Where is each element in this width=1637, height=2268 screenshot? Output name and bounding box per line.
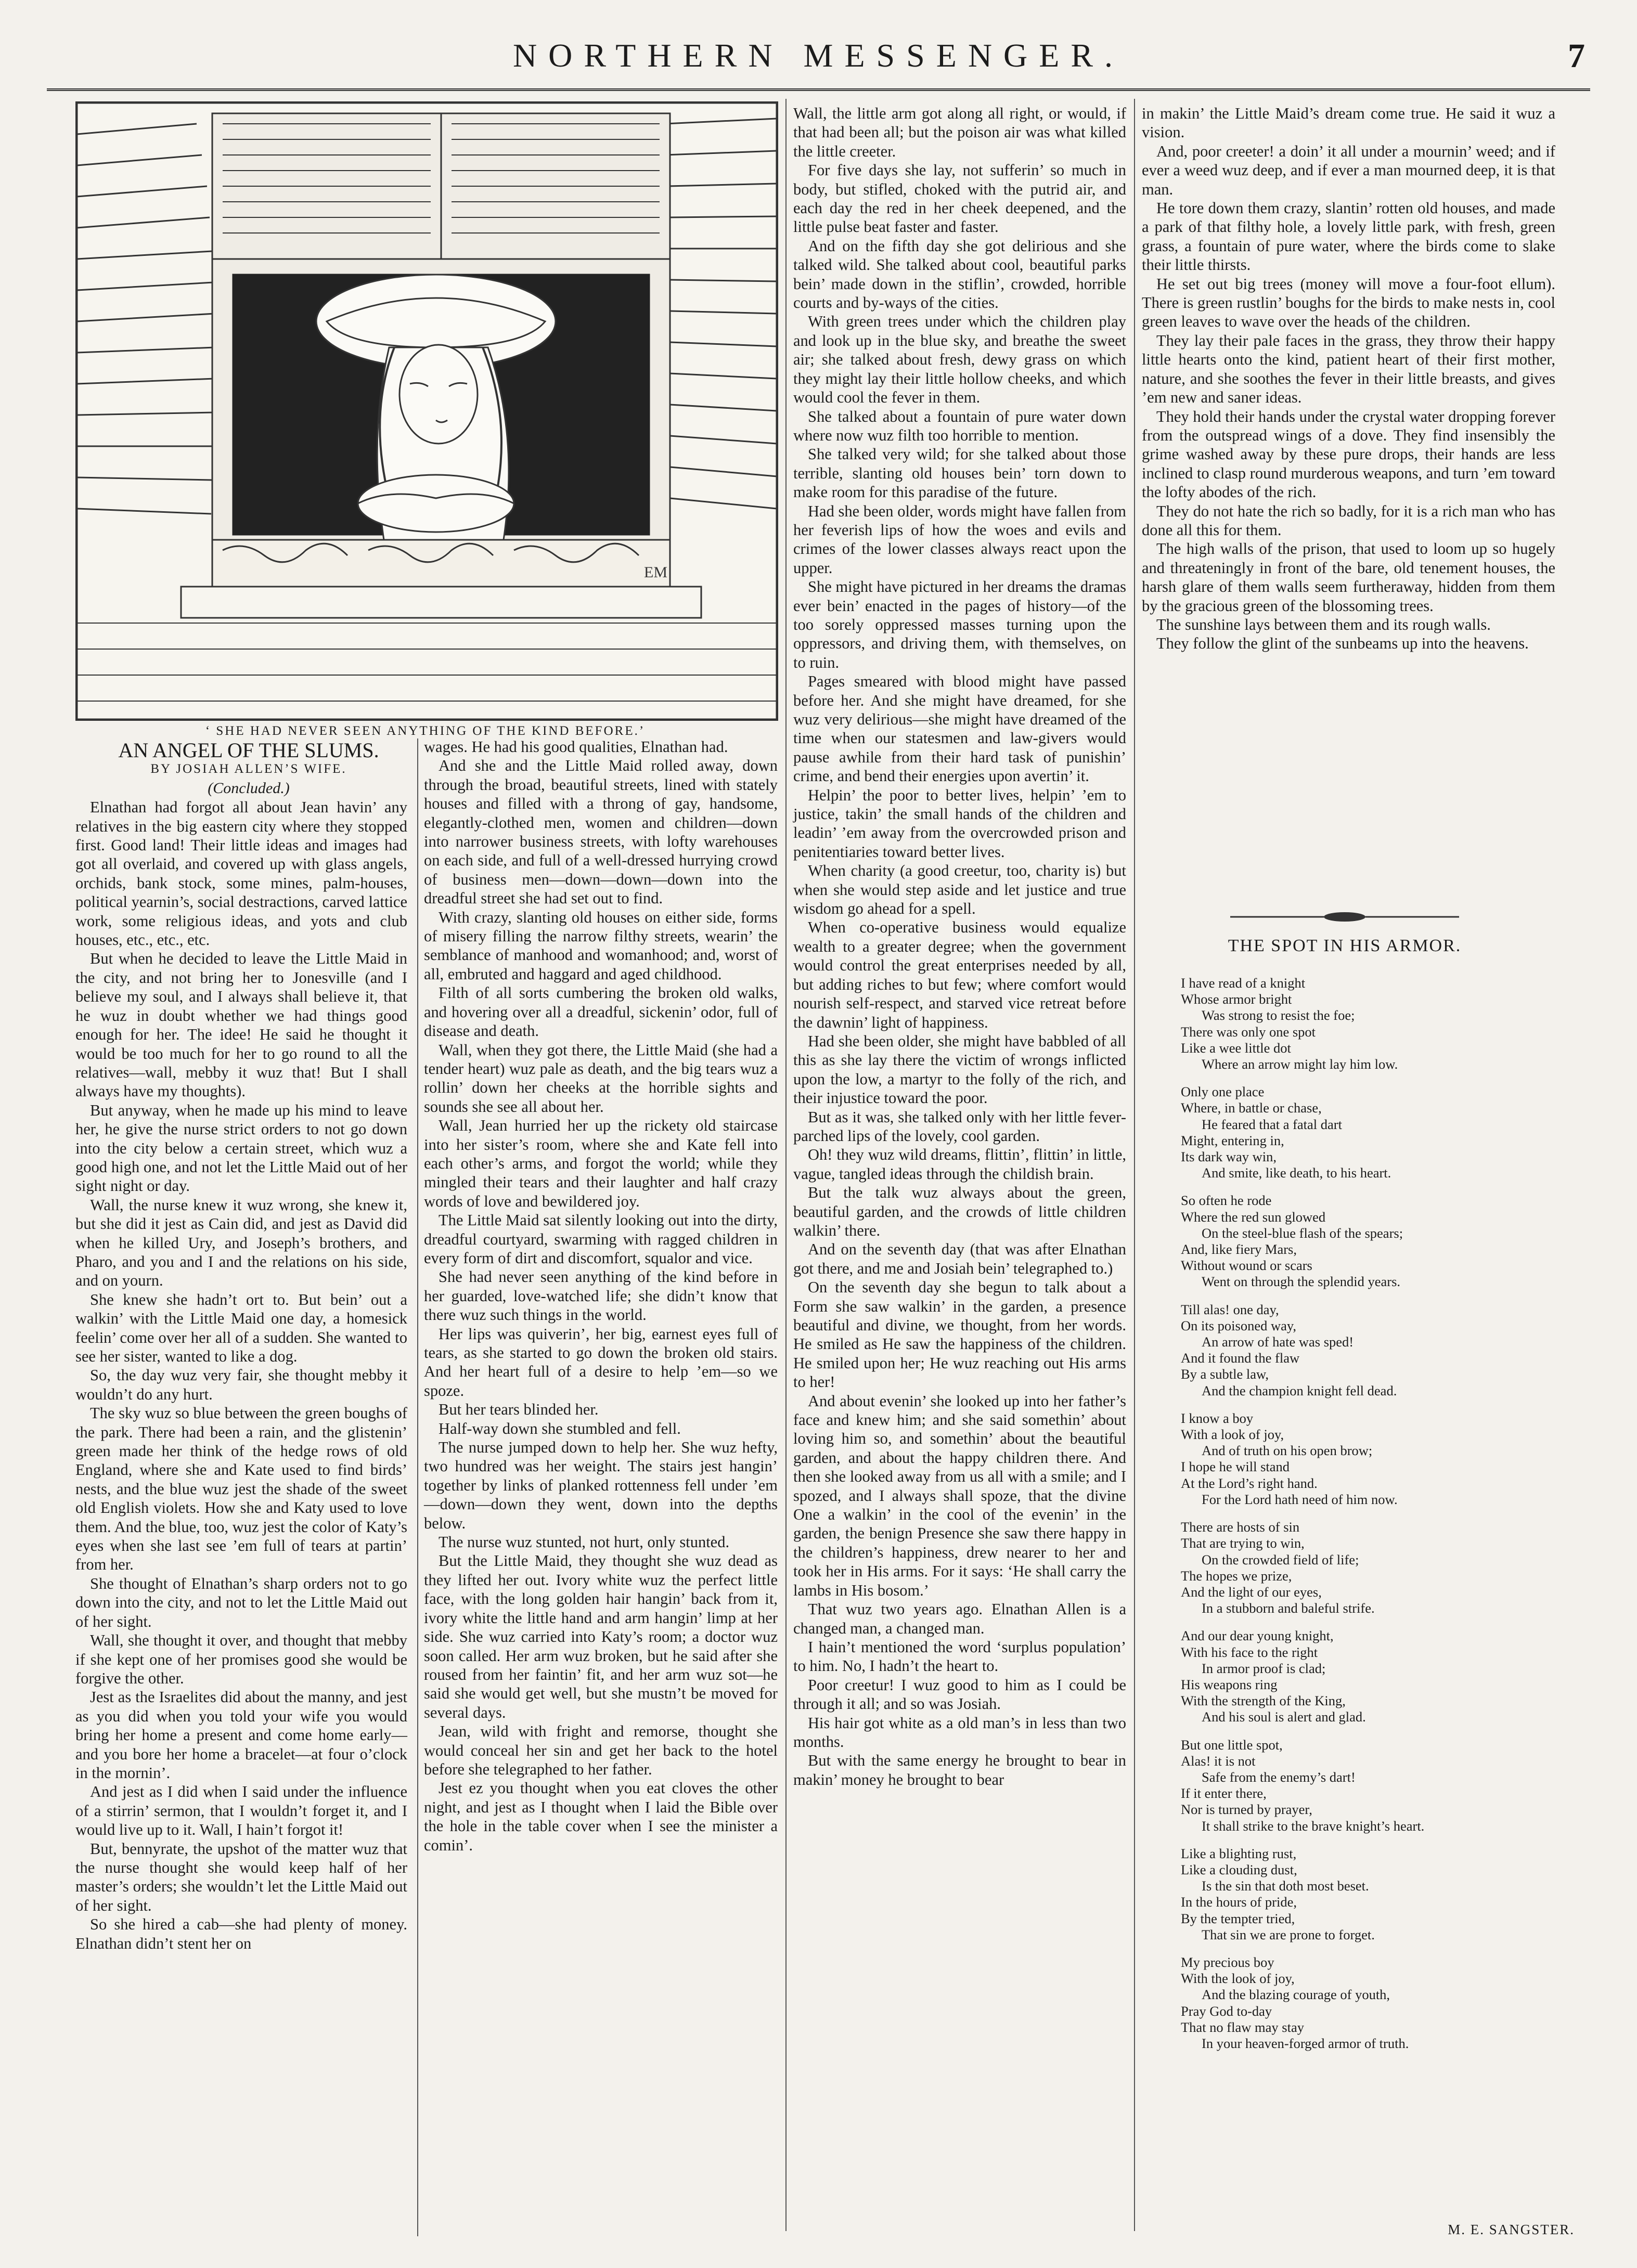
paragraph: He tore down them crazy, slantin’ rotten old houses, and made a park of that filthy hole, a lovely little park, with fresh, green grass, a fountain of pure water, where the birds come to slake their little thirsts. (1142, 199, 1555, 274)
poem-line: Is the sin that doth most beset. (1202, 1878, 1369, 1894)
paragraph: When charity (a good creetur, too, charity is) but when she would step aside and let justice and true wisdom go ahead for a spell. (793, 862, 1126, 918)
paragraph: Elnathan had forgot all about Jean havin’ any relatives in the big eastern city where they stopped first. Good land! Their little ideas and images had got all overlaid, and covered up with glass angels, orchids, bank stock, some mines, palm-houses, political yearnin’s, social destractions, carved lattice work, some religious ideas, and yots and club houses, etc., etc., etc. (75, 798, 407, 949)
paragraph: The sky wuz so blue between the green boughs of the park. There had been a rain, and the glistenin’ green made her think of the hedge rows of old England, where she and Kate used to find birds’ nests, and the blue wuz jest the shade of the sweet old English violets. How she and Katy used to love them. And the blue, too, wuz jest the color of Katy’s eyes when she last see ’em full of tears at partin’ from her. (75, 1404, 407, 1574)
poem-line: But one little spot, (1181, 1736, 1283, 1753)
poem-line: In a stubborn and baleful strife. (1202, 1600, 1375, 1616)
poem-line: Was strong to resist the foe; (1202, 1007, 1355, 1023)
poem-line: Pray God to-day (1181, 2003, 1272, 2019)
illustration-caption: ‘ SHE HAD NEVER SEEN ANYTHING OF THE KIND BEFORE.’ (205, 724, 646, 738)
article-column-3 (793, 104, 1126, 1789)
article-concluded-note: (Concluded.) (208, 779, 290, 797)
poem-line: And smite, like death, to his heart. (1202, 1165, 1391, 1181)
poem-body (1181, 975, 1566, 2063)
paragraph: She talked very wild; for she talked about those terrible, slanting old houses bein’ torn down to make room for this paradise of the future. (793, 445, 1126, 501)
poem-line: The hopes we prize, (1181, 1567, 1292, 1584)
paragraph: She might have pictured in her dreams the dramas ever bein’ enacted in the pages of history—of the too sorely oppressed masses turning upon the oppressors, and driving them, with themselves, on to ruin. (793, 578, 1126, 671)
paragraph: I hain’t mentioned the word ‘surplus population’ to him. No, I hadn’t the heart to. (793, 1638, 1126, 1675)
paragraph: With green trees under which the children play and look up in the blue sky, and breathe the sweet air; she talked about fresh, dewy grass on which they might lay their little hollow cheeks, and which would cool the fever in them. (793, 313, 1126, 407)
engraving-image (77, 103, 777, 719)
poem-line: Where the red sun glowed (1181, 1209, 1326, 1225)
paragraph: But her tears blinded her. (439, 1401, 599, 1419)
poem-line: Where, in battle or chase, (1181, 1100, 1322, 1116)
paragraph: wages. He had his good qualities, Elnathan had. (424, 738, 728, 756)
paragraph: She talked about a fountain of pure water down where now wuz filth too horrible to mention. (793, 407, 1126, 444)
paragraph: Half-way down she stumbled and fell. (439, 1419, 681, 1437)
paragraph: She thought of Elnathan’s sharp orders not to go down into the city, and not to let the Little Maid out of her sight. (75, 1574, 407, 1630)
poem-line: And our dear young knight, (1181, 1628, 1334, 1644)
paragraph: For five days she lay, not sufferin’ so much in body, but stifled, choked with the putrid air, and each day the red in her cheek deepened, and the little pulse beat faster and faster. (793, 161, 1126, 236)
poem-line: I know a boy (1181, 1410, 1254, 1426)
paragraph: The sunshine lays between them and its rough walls. (1156, 615, 1491, 633)
poem-line: I hope he will stand (1181, 1459, 1290, 1475)
poem-line: In armor proof is clad; (1202, 1660, 1326, 1676)
poem-line: With the strength of the King, (1181, 1693, 1346, 1709)
poem-line: Might, entering in, (1181, 1132, 1284, 1148)
paragraph: The nurse jumped down to help her. She wuz hefty, two hundred was her weight. The stairs jest hangin’ together by links of planked rottenness fell under ’em—down—down they went, down into the depths below. (424, 1438, 778, 1532)
paragraph: The Little Maid sat silently looking out into the dirty, dreadful courtyard, swarming with ragged children in every form of dirt and discomfort, squalor and vice. (424, 1211, 778, 1267)
paragraph: Wall, the little arm got along all right, or would, if that had been all; but the poison air was what killed the little creeter. (793, 105, 1126, 160)
paragraph: That wuz two years ago. Elnathan Allen is a changed man, a changed man. (793, 1600, 1126, 1637)
poem-title: THE SPOT IN HIS ARMOR. (1228, 936, 1462, 955)
poem-line: He feared that a fatal dart (1202, 1116, 1342, 1132)
poem-line: Nor is turned by prayer, (1181, 1802, 1312, 1818)
poem-stanza (1181, 1628, 1566, 1725)
masthead-title: NORTHERN MESSENGER. (512, 37, 1125, 74)
poem-line: With his face to the right (1181, 1644, 1318, 1660)
paragraph: They lay their pale faces in the grass, they throw their happy little hearts onto the kind, patient heart of their first mother, nature, and she soothes the fever in their little breasts, and gives ’em new and saner ideas. (1142, 331, 1555, 407)
poem-stanza (1181, 1410, 1566, 1508)
paragraph: in makin’ the Little Maid’s dream come true. He said it wuz a vision. (1142, 105, 1555, 141)
illustration-girl-at-window (75, 101, 778, 721)
poem-line: His weapons ring (1181, 1676, 1278, 1692)
poem-line: Like a blighting rust, (1181, 1845, 1297, 1861)
poem-line: In the hours of pride, (1181, 1894, 1297, 1910)
poem-line: With the look of joy, (1181, 1971, 1295, 1987)
poem-author: M. E. SANGSTER. (1448, 2222, 1575, 2237)
paragraph: Her lips was quiverin’, her big, earnest eyes full of tears, as she started to go down the broken old stairs. And her heart full of a desire to help ’em—so we spoze. (424, 1325, 778, 1399)
paragraph: They do not hate the rich so badly, for it is a rich man who has done all this for them. (1142, 502, 1555, 539)
poem-line: Alas! it is not (1181, 1753, 1256, 1769)
poem-line: By a subtle law, (1181, 1366, 1269, 1382)
paragraph: Wall, the nurse knew it wuz wrong, she knew it, but she did it jest as Cain did, and jest as David did when he killed Ury, and Joseph’s brothers, and Pharo, and you and I and the relations on his side, and on yourn. (75, 1196, 407, 1290)
article-byline: BY JOSIAH ALLEN’S WIFE. (150, 762, 347, 776)
poem-stanza (1181, 1084, 1566, 1181)
poem-line: And the blazing courage of youth, (1202, 1987, 1390, 2003)
poem-line: Where an arrow might lay him low. (1202, 1056, 1398, 1072)
paragraph: Filth of all sorts cumbering the broken old walks, and hovering over all a dreadful, sickenin’ odor, full of disease and death. (424, 984, 778, 1040)
paragraph: Wall, she thought it over, and thought that mebby if she kept one of her promises good she would be forgive the other. (75, 1631, 407, 1687)
paragraph: Helpin’ the poor to better lives, helpin’ ’em to justice, takin’ the small hands of the children and leadin’ ’em away from the overcrowded prison and penitentiaries toward better lives. (793, 786, 1126, 861)
paragraph: And, poor creeter! a doin’ it all under a mournin’ weed; and if ever a weed wuz deep, and if ever a man mourned deep, it is that man. (1142, 142, 1555, 198)
paragraph: And she and the Little Maid rolled away, down through the broad, beautiful streets, lined with stately houses and filled with a throng of gay, handsome, elegantly-clothed men, women and children—down into narrower business streets, with lofty warehouses on each side, and full of a well-dressed hurrying crowd of business men—down—down—down into the dreadful street she had set out to find. (424, 757, 778, 908)
poem-line: Safe from the enemy’s dart! (1202, 1769, 1356, 1785)
article-column-4 (1142, 104, 1555, 653)
poem-line: With a look of joy, (1181, 1427, 1284, 1443)
paragraph: But anyway, when he made up his mind to leave her, he give the nurse strict orders to not go down into the city below a certain street, which wuz a good high one, and not let the Little Maid out of her sight night or day. (75, 1101, 407, 1195)
paragraph: She had never seen anything of the kind before in her guarded, love-watched life; she didn’t know that there wuz such things in the world. (424, 1268, 778, 1324)
paragraph: His hair got white as a old man’s in less than two months. (793, 1714, 1126, 1751)
poem-line: By the tempter tried, (1181, 1910, 1295, 1926)
poem-line: Only one place (1181, 1084, 1265, 1100)
poem-line: I have read of a knight (1181, 975, 1306, 991)
poem-line: In your heaven-forged armor of truth. (1202, 2035, 1409, 2051)
poem-stanza (1181, 975, 1566, 1072)
illustrator-initials: EM (644, 564, 667, 581)
page-number: 7 (1568, 37, 1585, 75)
paragraph: And on the fifth day she got delirious and she talked wild. She talked about cool, beautiful parks bein’ made down in the stiflin’, crowded, horrible courts and by-ways of the cities. (793, 237, 1126, 312)
paragraph: So, the day wuz very fair, she thought mebby it wouldn’t do any hurt. (75, 1366, 407, 1403)
paragraph: And on the seventh day (that was after Elnathan got there, and me and Josiah bein’ telegraphed to.) (793, 1240, 1126, 1277)
paragraph: Pages smeared with blood might have passed before her. And she might have dreamed, for she wuz very delirious—she might have dreamed of the time when our statesmen and law-givers would pause awhile from their hard task of punishin’ crime, and bend their energies upon avertin’ it. (793, 672, 1126, 785)
poem-line: Like a wee little dot (1181, 1040, 1291, 1056)
poem-line: There was only one spot (1181, 1023, 1316, 1040)
paragraph: When co-operative business would equalize wealth to a greater degree; when the government would control the great enterprises needed by all, but adding riches to but few; where comfort would nourish self-respect, and starved vice retreat before the dawnin’ light of happiness. (793, 918, 1126, 1031)
poem-line: And his soul is alert and glad. (1202, 1709, 1366, 1725)
paragraph: Jest as the Israelites did about the manny, and jest as you did when you told your wife you would bring her home a present and come home early—and you bore her home a bracelet—at four o’clock in the mornin’. (75, 1688, 407, 1782)
paragraph: But with the same energy he brought to bear in makin’ money he brought to bear (793, 1752, 1126, 1789)
poem-line: An arrow of hate was sped! (1202, 1334, 1354, 1350)
column-rule (1134, 99, 1135, 2231)
poem-line: There are hosts of sin (1181, 1519, 1300, 1535)
poem-line: On the crowded field of life; (1202, 1551, 1359, 1567)
poem-line: That are trying to win, (1181, 1535, 1305, 1551)
paragraph: Jean, wild with fright and remorse, thought she would conceal her sin and get her back to the hotel before she telegraphed to her father. (424, 1722, 778, 1778)
poem-line: That no flaw may stay (1181, 2019, 1304, 2035)
paragraph: Had she been older, she might have babbled of all this as she lay there the victim of wrongs inflicted upon the low, a martyr to the folly of the rich, and their injustice toward the poor. (793, 1032, 1126, 1107)
paragraph: He set out big trees (money will move a four-foot ellum). There is green rustlin’ boughs for the birds to make nests in, cool green leaves to wave over the heads of the children. (1142, 275, 1555, 331)
poem-line: And the champion knight fell dead. (1202, 1382, 1397, 1398)
paragraph: Oh! they wuz wild dreams, flittin’, flittin’ in little, vague, tangled ideas through the childish brain. (793, 1146, 1126, 1183)
column-rule (785, 99, 787, 2231)
paragraph: Poor creetur! I wuz good to him as I could be through it all; and so was Josiah. (793, 1676, 1126, 1713)
article-title: AN ANGEL OF THE SLUMS. (118, 738, 379, 762)
paragraph: On the seventh day she begun to talk about a Form she saw walkin’ in the garden, a presence beautiful and divine, we thought, from her words. He smiled as He saw the happiness of the children. He smiled upon her; He wuz reaching out His arms to her! (793, 1278, 1126, 1391)
poem-line: That sin we are prone to forget. (1202, 1926, 1375, 1942)
poem-line: At the Lord’s right hand. (1181, 1475, 1318, 1491)
poem-line: My precious boy (1181, 1954, 1274, 1970)
poem-line: So often he rode (1181, 1193, 1272, 1209)
poem-line: Went on through the splendid years. (1202, 1274, 1401, 1290)
poem-line: If it enter there, (1181, 1785, 1267, 1802)
poem-line: Till alas! one day, (1181, 1301, 1279, 1317)
poem-line: For the Lord hath need of him now. (1202, 1491, 1398, 1507)
paragraph: They follow the glint of the sunbeams up into the heavens. (1156, 634, 1529, 653)
poem-stanza (1181, 1519, 1566, 1616)
poem-stanza (1181, 1193, 1566, 1290)
poem-stanza (1181, 1846, 1566, 1943)
poem-line: And it found the flaw (1181, 1350, 1300, 1366)
poem-line: Like a clouding dust, (1181, 1861, 1297, 1877)
paragraph: Wall, Jean hurried her up the rickety old staircase into her sister’s room, where she and Kate fell into each other’s arms, and forgot the world; while they mingled their tears and their laughter and half crazy words of love and bewildered joy. (424, 1117, 778, 1210)
poem-line: And of truth on his open brow; (1202, 1443, 1373, 1459)
paragraph: They hold their hands under the crystal water dropping forever from the outspread wings of a dove. They find insensibly the grime washed away by these pure drops, their hands are less inclined to clasp round murderous weapons, and turn ’em toward the lofty abodes of the rich. (1142, 407, 1555, 501)
masthead (47, 21, 1590, 91)
poem-stanza (1181, 1302, 1566, 1399)
paragraph: The nurse wuz stunted, not hurt, only stunted. (439, 1533, 730, 1551)
poem-line: It shall strike to the brave knight’s heart. (1202, 1818, 1425, 1834)
paragraph: Had she been older, words might have fallen from her feverish lips of how the woes and evils and crimes of the lower classes always react upon the upper. (793, 502, 1126, 577)
paragraph: Wall, when they got there, the Little Maid (she had a tender heart) wuz pale as death, and the big tears wuz a rollin’ down her cheeks at the horrible sights and sounds she see all about her. (424, 1041, 778, 1116)
paragraph: So she hired a cab—she had plenty of money. Elnathan didn’t stent her on (75, 1915, 407, 1952)
paragraph: But when he decided to leave the Little Maid in the city, and not bring her to Jonesville (and I believe my soul, and I always shall believe it, that he wuz in doubt whether we had things good enough for her. The idee! He said he thought it would be too much for her to go round to all the relatives—wall, mebby it wuz that! But I shall always have my thoughts). (75, 950, 407, 1100)
poem-line: On the steel-blue flash of the spears; (1202, 1225, 1403, 1241)
paragraph: But, bennyrate, the upshot of the matter wuz that the nurse thought she would keep half of her master’s orders; she wouldn’t let the Little Maid out of her sight. (75, 1839, 407, 1914)
paragraph: She knew she hadn’t ort to. But bein’ out a walkin’ with the Little Maid one day, a homesick feelin’ come over her all of a sudden. She wanted to see her sister, wanted to like a dog. (75, 1290, 407, 1365)
poem-stanza (1181, 1737, 1566, 1834)
poem-line: On its poisoned way, (1181, 1317, 1297, 1333)
poem-stanza (1181, 1954, 1566, 2052)
paragraph: And jest as I did when I said under the influence of a stirrin’ sermon, that I wouldn’t forget it, and I would live up to it. Wall, I hain’t forgot it! (75, 1783, 407, 1839)
poem-line: Without wound or scars (1181, 1258, 1312, 1274)
paragraph: And about evenin’ she looked up into her father’s face and knew him; and she said somethin’ about loving him so, and somethin’ about the beautiful garden, and about the happy children there. And then she looked away from us all with a smile; and I spozed, and I always shall spoze, that the divine One a walkin’ in the cool of the evenin’ in the garden, the benign Presence she saw there happy in the children’s happiness, drew nearer to her and took her in His arms. For it says: ‘He shall carry the lambs in His bosom.’ (793, 1392, 1126, 1599)
paragraph: But as it was, she talked only with her little fever-parched lips of the lovely, cool garden. (793, 1108, 1126, 1145)
poem-line: And the light of our eyes, (1181, 1584, 1322, 1600)
paragraph: But the talk wuz always about the green, beautiful garden, and the crowds of little children walkin’ there. (793, 1184, 1126, 1239)
article-column-2 (424, 737, 778, 1855)
paragraph: Jest ez you thought when you eat cloves the other night, and jest as I thought when I laid the Bible over the hole in the table cover when I see the minister a comin’. (424, 1779, 778, 1854)
column-rule (417, 738, 418, 2236)
poem-line: Whose armor bright (1181, 991, 1292, 1007)
section-ornament (1152, 911, 1537, 923)
poem-line: Its dark way win, (1181, 1149, 1277, 1165)
article-column-1 (75, 738, 407, 1953)
paragraph: The high walls of the prison, that used to loom up so hugely and threateningly in front of the bare, old tenement houses, the harsh glare of them walls seem furtheraway, hidden from them by the gracious green of the blossoming trees. (1142, 540, 1555, 615)
paragraph: But the Little Maid, they thought she wuz dead as they lifted her out. Ivory white wuz the perfect little face, with the long golden hair hangin’ back from it, ivory white the little hand and arm hangin’ limp at her side. She wuz carried into Katy’s room; a doctor wuz soon called. Her arm wuz broken, but he said after she roused from her faintin’ fit, and her arm wuz sot—he said she would get well, but she mustn’t be moved for several days. (424, 1552, 778, 1721)
poem-line: And, like fiery Mars, (1181, 1241, 1297, 1258)
paragraph: With crazy, slanting old houses on either side, forms of misery filling the narrow filthy streets, wearin’ the semblance of manhood and womanhood; and, worst of all, embruted and haggard and aged childhood. (424, 908, 778, 983)
